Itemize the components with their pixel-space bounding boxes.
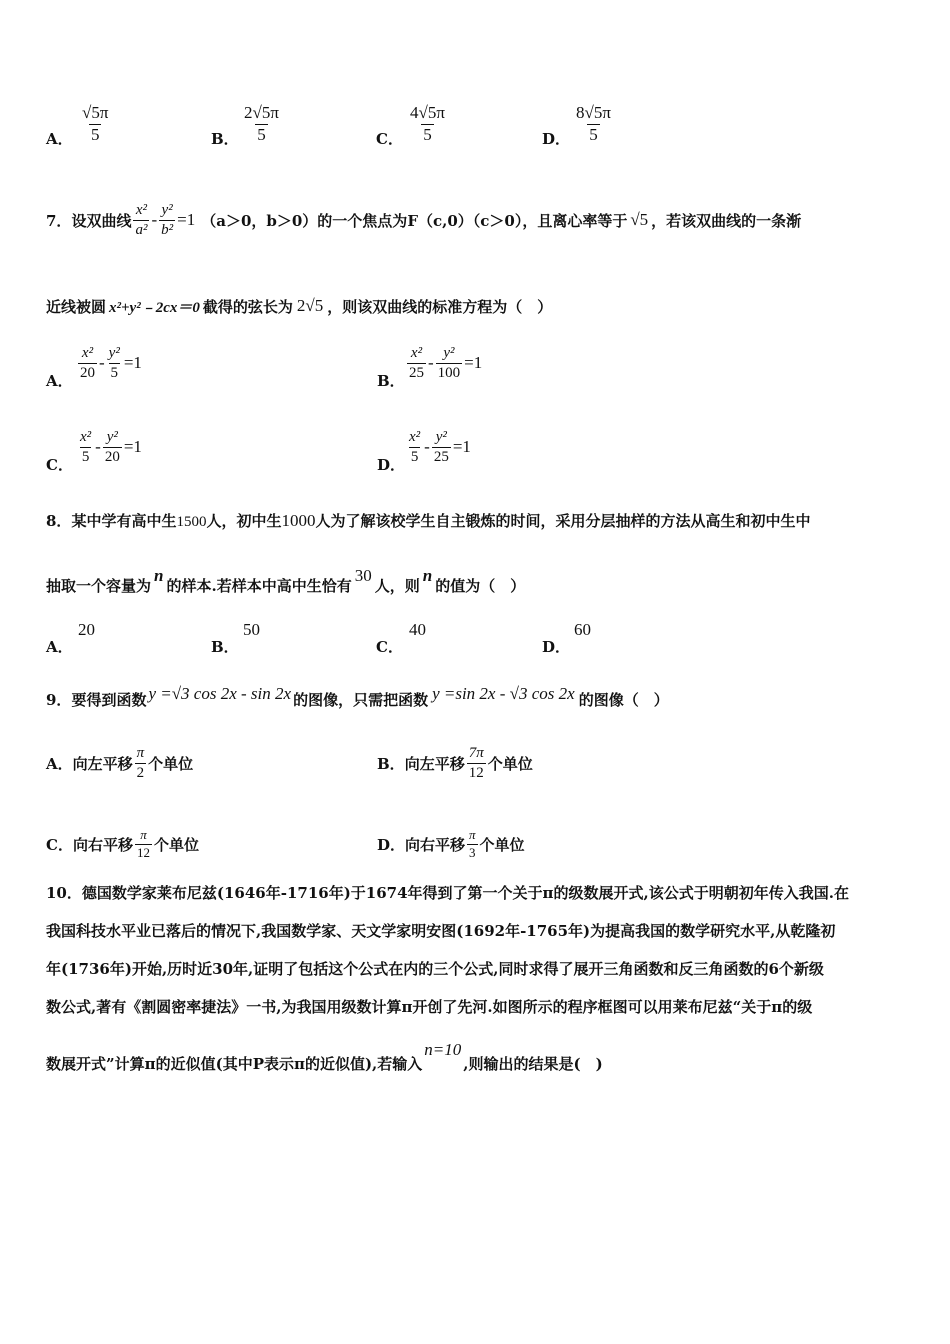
q6-option-c-label: C． — [376, 130, 403, 148]
q7-eq-x-frac: $\frac{\text{x²}}{\text{a²}}$ — [135, 202, 148, 238]
q8-value-sample: 30 — [354, 566, 372, 585]
q7-option-d-eq: $\frac{\text{x²}}{5}$ - $\frac{\text{y²}}{25}$ =1 — [409, 429, 471, 465]
q7-option-b-label: B． — [377, 372, 405, 390]
q6-option-d-value: $\frac{8√5\pi}{5}$ — [576, 103, 611, 144]
q9-stem: 9． 要得到函数 y =√3 cos 2x - sin 2x 的图像，只需把函数 y =sin 2x - √3 cos 2x 的图像（ ） — [46, 684, 669, 709]
q8-option-a-label: A． — [46, 638, 73, 656]
q8-option-d-value: 60 — [574, 620, 591, 639]
q7-condition: （a＞0，b＞0）的一个焦点为 — [201, 211, 408, 230]
q7-text-1: 设双曲线 — [71, 211, 132, 230]
q8-line1: 8． 某中学有高中生 1500 人，初中生 1000 人为了解该校学生自主锻炼的时间，采用分层抽样的方法从高生和初中生中 — [46, 511, 811, 530]
q8-option-b-label: B． — [211, 638, 239, 656]
q9-target-function: y =√3 cos 2x - sin 2x — [148, 684, 292, 703]
q7-option-c-eq: $\frac{\text{x²}}{5}$ - $\frac{\text{y²}}{20}$ =1 — [80, 429, 142, 465]
q10-line1: 10．德国数学家莱布尼兹(1646年-1716年)于1674年得到了第一个关于π的级数展开式,该公式于明朝初年传入我国.在 — [46, 884, 849, 902]
q7-line1: 7． 设双曲线 $\frac{\text{x²}}{\text{a²}}$ - $\frac{\text{y²}}{\text{b²}}$ =1 （a＞0，b＞0）的一个焦点为 F（c,0）（c＞0），且离心率等于 √5 ，若该双曲线的一条渐 — [46, 202, 802, 238]
q6-option-c-value: $\frac{4√5\pi}{5}$ — [410, 103, 445, 144]
q8-value-senior: 1500 — [176, 514, 207, 530]
q7-option-a-eq: $\frac{\text{x²}}{20}$ - $\frac{\text{y²}}{5}$ =1 — [80, 345, 142, 381]
q7-number: 7． — [46, 211, 72, 230]
q8-line2: 抽取一个容量为 n 的样本.若样本中高中生恰有 30 人，则 n 的值为（ ） — [46, 566, 526, 595]
q7-eccentricity: √5 — [630, 210, 649, 229]
q7-eq-y-frac: $\frac{\text{y²}}{\text{b²}}$ — [161, 202, 174, 238]
q7-option-c-label: C． — [46, 456, 73, 474]
q7-text-2: ，若该双曲线的一条渐 — [651, 211, 802, 230]
q9-option-d: D． 向右平移 $\frac{\pi}{3}$ 个单位 — [377, 827, 525, 860]
q10-line4: 数公式,著有《割圆密率捷法》一书,为我国用级数计算π开创了先河.如图所示的程序框图可以用莱布尼兹“关于π的级 — [46, 998, 813, 1016]
q10-line3: 年(1736年)开始,历时近30年,证明了包括这个公式在内的三个公式,同时求得了展开三角函数和反三角函数的6个新级 — [46, 960, 824, 978]
q8-option-b-value: 50 — [243, 620, 260, 639]
q7-circle-eq: x²+y²﹣2cx＝0 — [109, 299, 200, 316]
q10-input-value: n=10 — [424, 1040, 462, 1059]
q9-option-b: B． 向左平移 $\frac{7\pi}{12}$ 个单位 — [377, 745, 533, 781]
q7-focus: F（c,0）（c＞0），且离心率等于 — [407, 211, 628, 230]
q8-option-d-label: D． — [542, 638, 571, 656]
q6-option-a-value: $\frac{√5\pi}{5}$ — [82, 103, 109, 144]
q6-option-b-value: $\frac{2√5\pi}{5}$ — [244, 103, 279, 144]
q10-line2: 我国科技水平业已落后的情况下,我国数学家、天文学家明安图(1692年-1765年)为提高我国的数学研究水平,从乾隆初 — [46, 922, 836, 940]
q6-option-a-label: A． — [46, 130, 73, 148]
q7-option-b-eq: $\frac{\text{x²}}{25}$ - $\frac{\text{y²}}{100}$ =1 — [409, 345, 483, 381]
q8-option-c-label: C． — [376, 638, 403, 656]
q8-option-a-value: 20 — [78, 620, 95, 639]
q10-line5: 数展开式”计算π的近似值(其中P表示π的近似值),若输入 n=10 ,则输出的结果是( ) — [46, 1040, 603, 1073]
q6-option-b-label: B． — [211, 130, 239, 148]
q6-option-d-label: D． — [542, 130, 571, 148]
q7-chord-length: 2√5 — [296, 296, 324, 315]
q7-option-d-label: D． — [377, 456, 406, 474]
q9-option-a: A． 向左平移 $\frac{\pi}{2}$ 个单位 — [46, 745, 194, 781]
q8-value-junior: 1000 — [281, 511, 316, 530]
q9-option-c: C． 向右平移 $\frac{\pi}{12}$ 个单位 — [46, 827, 199, 860]
q9-source-function: y =sin 2x - √3 cos 2x — [432, 684, 575, 703]
q7-option-a-label: A． — [46, 372, 73, 390]
q8-option-c-value: 40 — [409, 620, 426, 639]
q7-line2: 近线被圆 x²+y²﹣2cx＝0 截得的弦长为 2√5 ，则该双曲线的标准方程为（ ） — [46, 296, 553, 316]
